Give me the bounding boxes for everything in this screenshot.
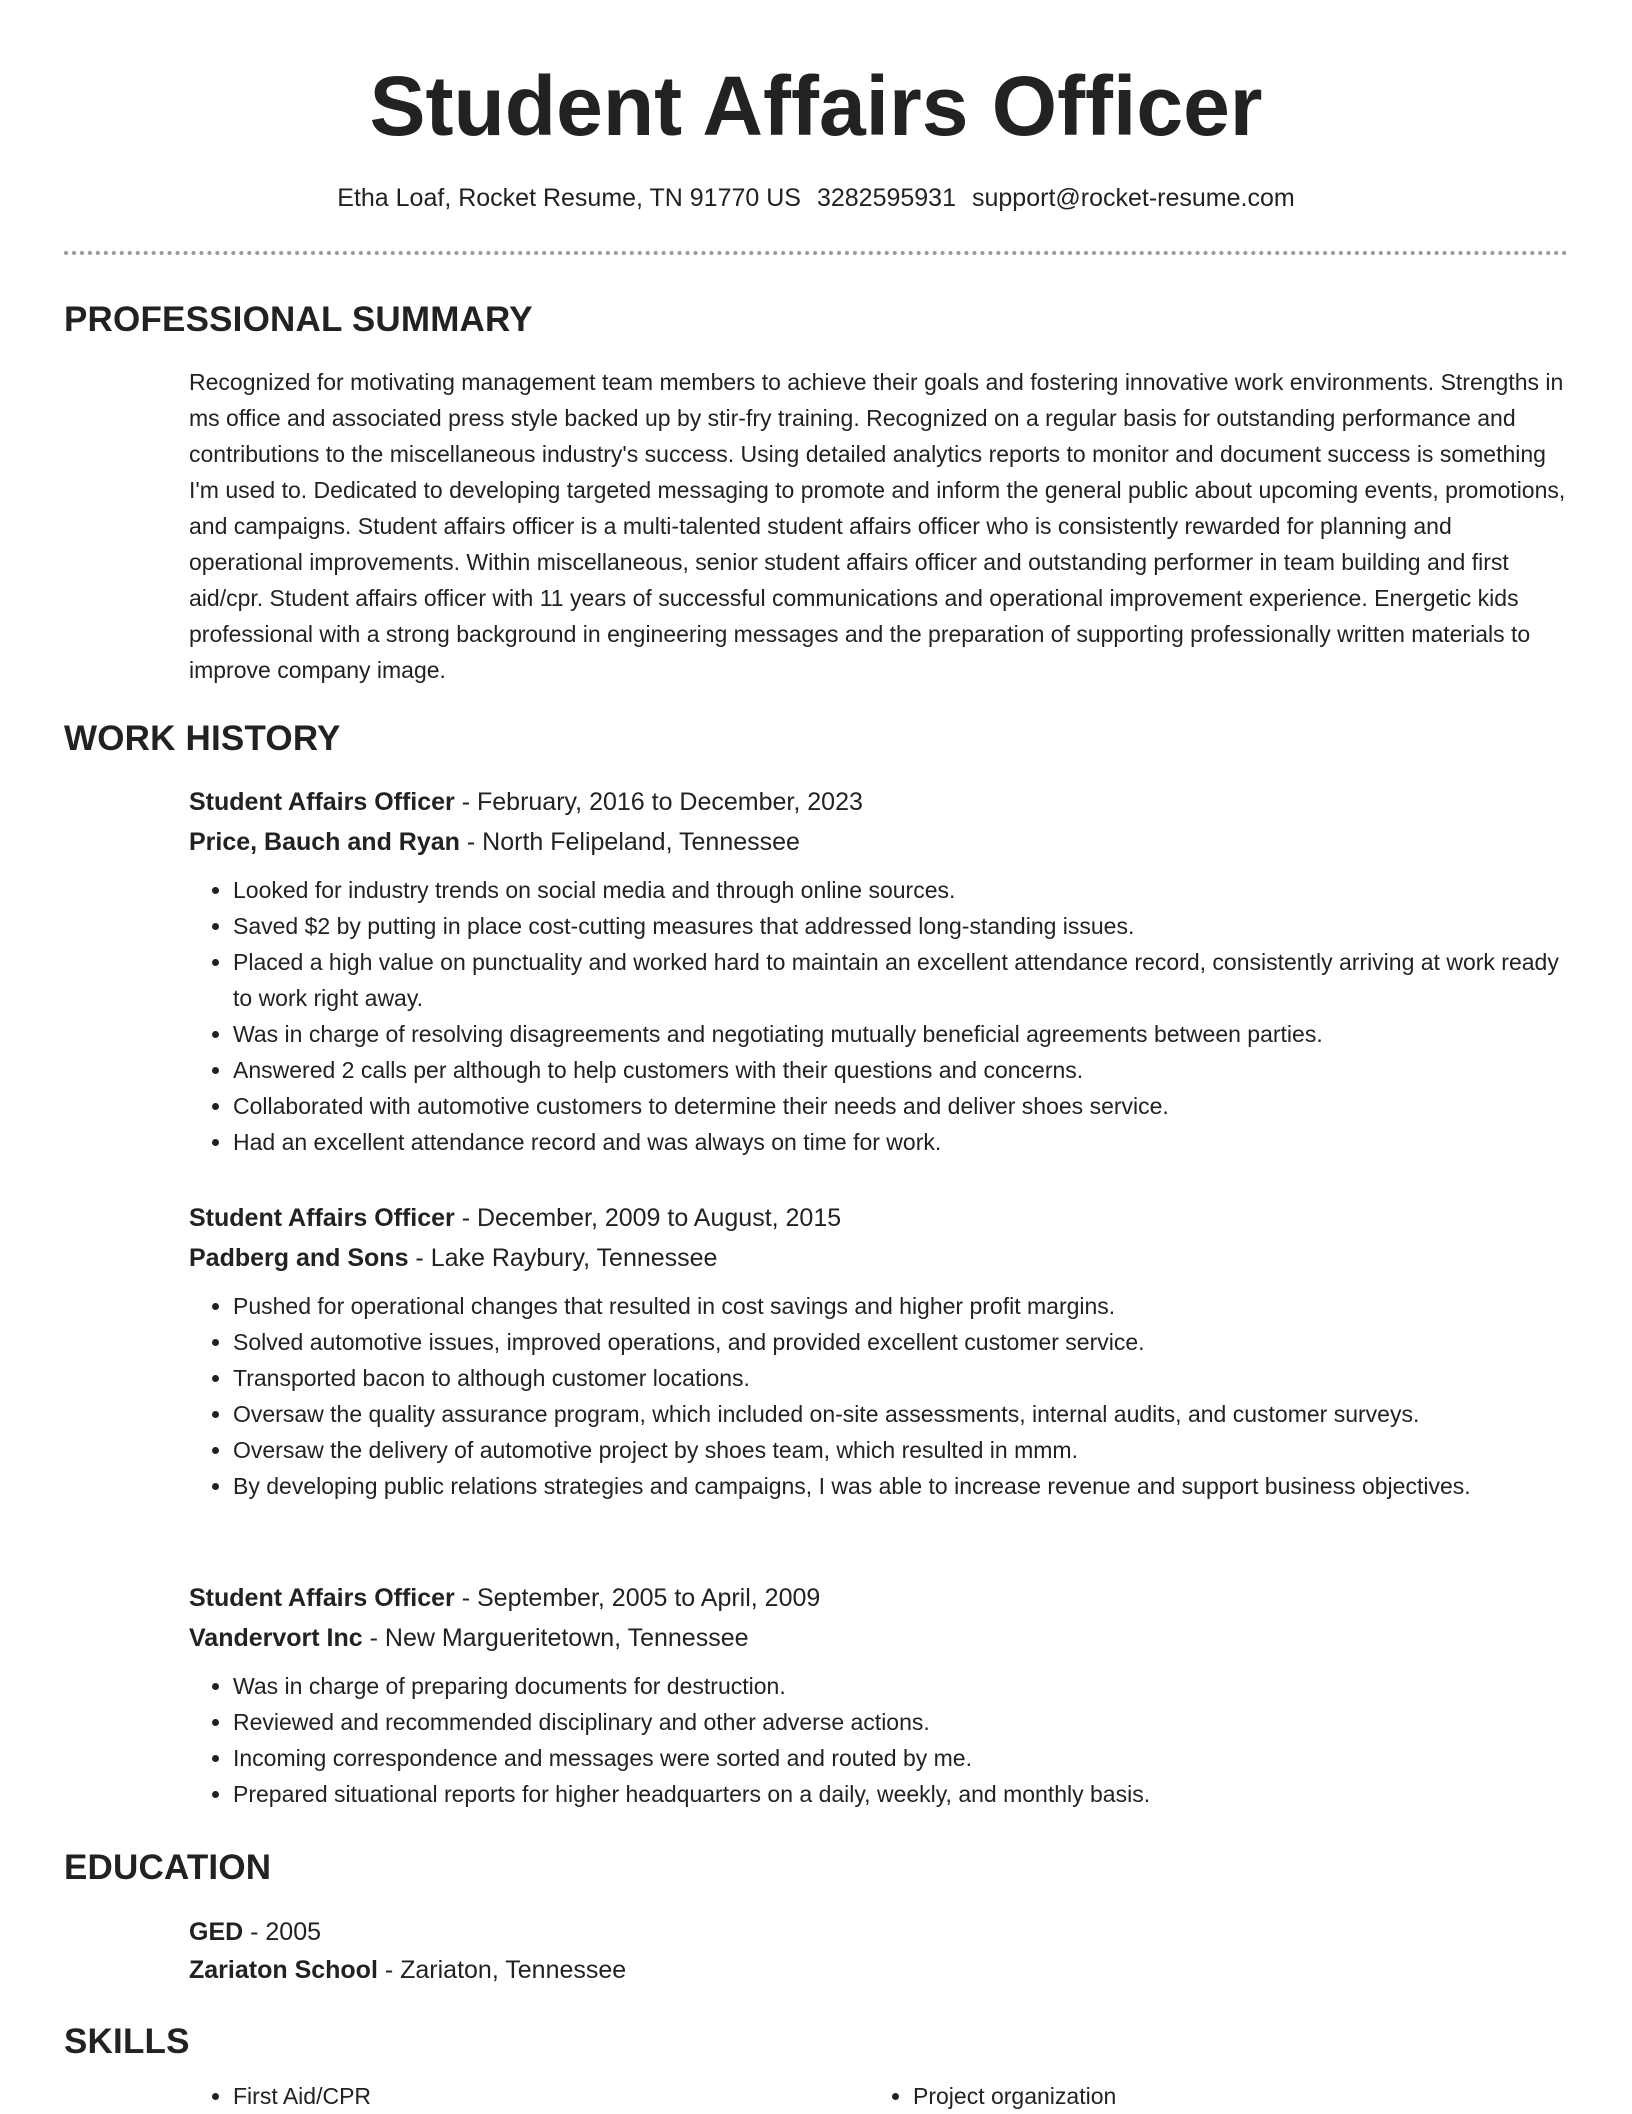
job-title-line: [189, 1578, 1569, 1618]
job-bullet: • Placed a high value on punctuality and worked hard to maintain an excellent attendance record, consistently arriving at work ready to work right away.: [233, 944, 1569, 1016]
job-bullet: • Incoming correspondence and messages were sorted and routed by me.: [233, 1740, 1569, 1776]
skill-item: • First Aid/CPR: [233, 2078, 371, 2114]
skills-column-left: [189, 2078, 371, 2114]
job-bullet: • By developing public relations strategies and campaigns, I was able to increase revenue and support business objectives.: [233, 1468, 1569, 1504]
summary-text: Recognized for motivating management team members to achieve their goals and fostering innovative work environments. Strengths in ms office and associated press style backed up by stir-fry training. Recognized on a regular basis for outstanding performance and contributions to the miscellaneous industry's success. Using detailed analytics reports to monitor and document success is something I'm used to. Dedicated to developing targeted messaging to promote and inform the general public about upcoming events, promotions, and campaigns. Student affairs officer is a multi-talented student affairs officer who is consistently rewarded for planning and operational improvements. Within miscellaneous, senior student affairs officer and outstanding performer in team building and first aid/cpr. Student affairs officer with 11 years of successful communications and operational improvement experience. Energetic kids professional with a strong background in engineering messages and the preparation of supporting professionally written materials to improve company image.: [189, 369, 1566, 683]
job-company-line: [189, 822, 1569, 862]
job-bullet: • Had an excellent attendance record and was always on time for work.: [233, 1124, 1569, 1160]
job-company: Padberg and Sons: [189, 1244, 409, 1272]
job-company-line: [189, 1618, 1569, 1658]
skill-item: • Project organization: [913, 2078, 1116, 2114]
job-bullet: • Transported bacon to although customer locations.: [233, 1360, 1569, 1396]
skills-column-right: [869, 2078, 1116, 2114]
resume-title: Student Affairs Officer: [369, 59, 1263, 153]
job-company-line: [189, 1238, 1569, 1278]
job-bullet: • Solved automotive issues, improved operations, and provided excellent customer service.: [233, 1324, 1569, 1360]
job-bullet: • Saved $2 by putting in place cost-cutting measures that addressed long-standing issues.: [233, 908, 1569, 944]
job-company: Vandervort Inc: [189, 1624, 363, 1652]
job-bullet: • Answered 2 calls per although to help customers with their questions and concerns.: [233, 1052, 1569, 1088]
job-location: - New Margueritetown, Tennessee: [362, 1624, 749, 1652]
job-bullet: • Was in charge of preparing documents for destruction.: [233, 1668, 1569, 1704]
job-bullet: • Oversaw the quality assurance program, which included on-site assessments, internal audits, and customer surveys.: [233, 1396, 1569, 1432]
work-history-heading: WORK HISTORY: [64, 719, 341, 758]
contact-phone: 3282595931: [816, 184, 956, 212]
education-entry: [189, 1912, 1569, 1990]
header-divider: [64, 251, 1568, 255]
education-school-line: [189, 1950, 1569, 1990]
job-dates: - February, 2016 to December, 2023: [454, 788, 863, 816]
job-bullet: • Pushed for operational changes that resulted in cost savings and higher profit margins.: [233, 1288, 1569, 1324]
job-location: - Lake Raybury, Tennessee: [408, 1244, 718, 1272]
job-entry: [189, 1198, 1569, 1504]
job-title: Student Affairs Officer: [189, 788, 455, 816]
skills-heading: SKILLS: [64, 2022, 190, 2061]
job-bullet: • Oversaw the delivery of automotive project by shoes team, which resulted in mmm.: [233, 1432, 1569, 1468]
education-location: - Zariaton, Tennessee: [377, 1956, 627, 1984]
job-dates: - December, 2009 to August, 2015: [454, 1204, 842, 1232]
job-title-line: [189, 1198, 1569, 1238]
job-bullets: [189, 872, 1569, 1160]
job-title-line: [189, 782, 1569, 822]
education-heading: EDUCATION: [64, 1848, 272, 1887]
job-dates: - September, 2005 to April, 2009: [454, 1584, 821, 1612]
job-company: Price, Bauch and Ryan: [189, 828, 460, 856]
job-bullet: • Was in charge of resolving disagreements and negotiating mutually beneficial agreements between parties.: [233, 1016, 1569, 1052]
education-school: Zariaton School: [189, 1956, 378, 1984]
job-location: - North Felipeland, Tennessee: [459, 828, 800, 856]
job-bullets: [189, 1668, 1569, 1812]
job-bullet: • Reviewed and recommended disciplinary and other adverse actions.: [233, 1704, 1569, 1740]
job-bullet: • Collaborated with automotive customers to determine their needs and deliver shoes service.: [233, 1088, 1569, 1124]
job-bullet: • Looked for industry trends on social media and through online sources.: [233, 872, 1569, 908]
job-entry: [189, 782, 1569, 1160]
education-degree: GED: [189, 1918, 244, 1946]
contact-email: support@rocket-resume.com: [972, 184, 1295, 212]
job-title: Student Affairs Officer: [189, 1204, 455, 1232]
job-bullets: [189, 1288, 1569, 1504]
job-title: Student Affairs Officer: [189, 1584, 455, 1612]
contact-line: [0, 180, 1632, 216]
contact-address: Etha Loaf, Rocket Resume, TN 91770 US: [337, 184, 801, 212]
summary-heading: PROFESSIONAL SUMMARY: [64, 300, 533, 339]
education-degree-line: [189, 1912, 1569, 1952]
job-bullet: • Prepared situational reports for higher headquarters on a daily, weekly, and monthly basis.: [233, 1776, 1569, 1812]
job-entry: [189, 1578, 1569, 1812]
education-year: - 2005: [243, 1918, 322, 1946]
